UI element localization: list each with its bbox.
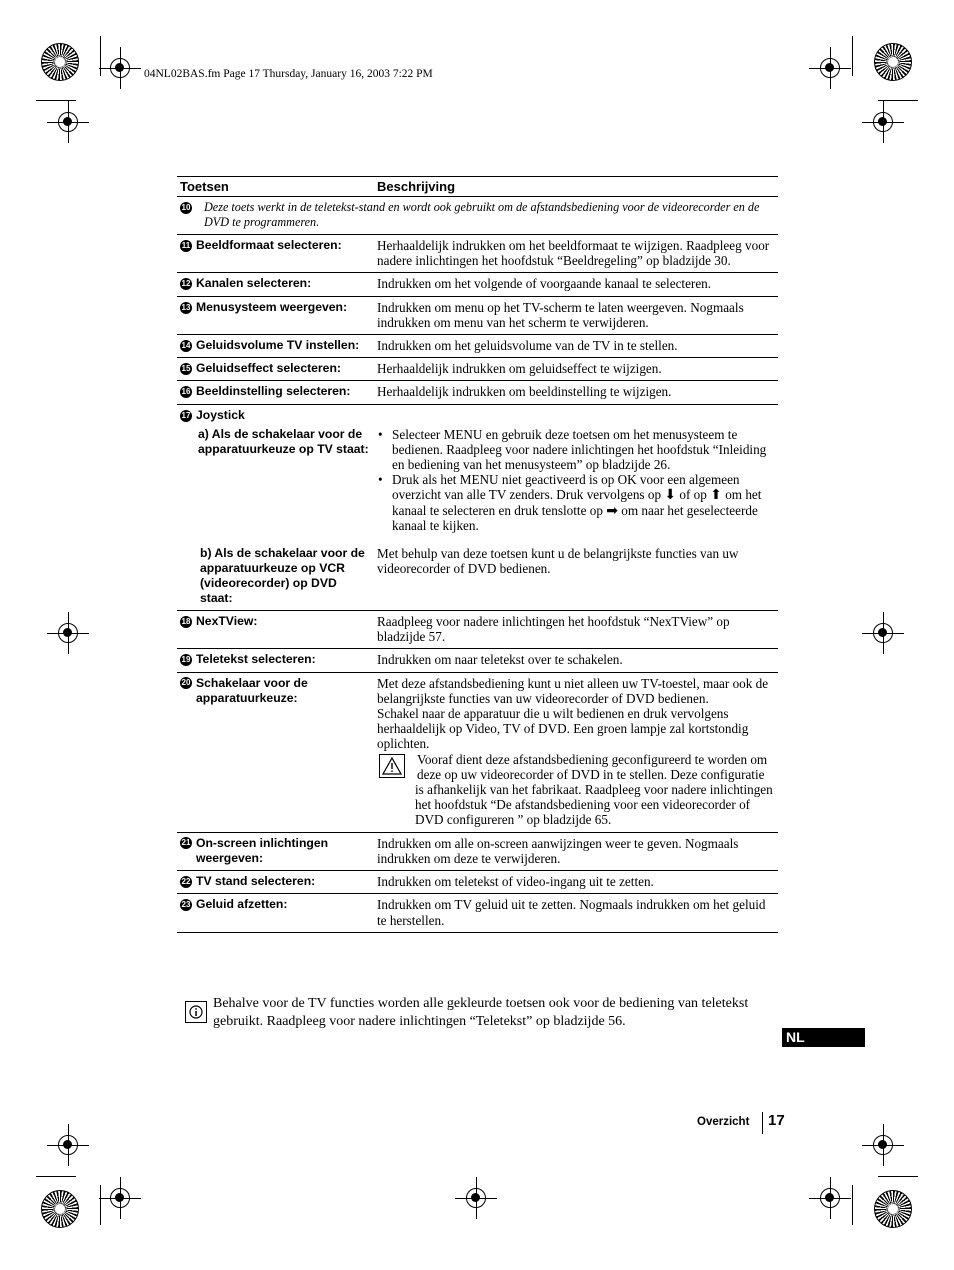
table-row [177, 894, 778, 932]
callout-number: 22 [181, 877, 191, 887]
registration-wheel-bottom-right [874, 1190, 912, 1228]
key-description: Indrukken om het geluidsvolume van de TV in te stellen. [374, 335, 778, 358]
crosshair-mark [820, 1188, 840, 1208]
key-description: Indrukken om het volgende of voorgaande kanaal te selecteren. [374, 273, 778, 296]
bullet-text: Druk als het MENU niet geactiveerd is op OK voor een algemeen overzicht van alle TV zenders. Druk vervolgens op [392, 472, 740, 503]
list-item: • Selecteer MENU en gebruik deze toetsen om het menusysteem te bedienen. Raadpleeg voor nadere inlichtingen het hoofdstuk “Inleiding en bediening van het menusysteem” op bladzijde 26. [392, 427, 776, 473]
info-icon [185, 1001, 207, 1023]
key-description: Herhaaldelijk indrukken om geluidseffect te wijzigen. [374, 358, 778, 381]
callout-number: 18 [181, 617, 191, 627]
callout-number: 12 [181, 279, 191, 289]
info-note: Behalve voor de TV functies worden alle gekleurde toetsen ook voor de bediening van teletekst gebruikt. Raadpleeg voor nadere inlichtingen “Teletekst” op bladzijde 56. [213, 996, 749, 1029]
table-row [177, 235, 778, 273]
key-label: Beeldinstelling selecteren: [196, 384, 351, 399]
callout-number: 17 [181, 410, 191, 420]
warning-text: Vooraf dient deze afstandsbediening geconfigureerd te worden om deze op uw videorecorder of DVD in te stellen. Deze configuratie is afhankelijk van het fabrikaat. Raadpleeg voor nadere inlichtingen het hoofdstuk “De afstandsbediening voor een videorecorder of DVD configureren ” op bladzijde 65. [415, 751, 773, 828]
crop-line [100, 1185, 101, 1225]
table-header-row [177, 177, 778, 197]
key-description: Indrukken om alle on-screen aanwijzingen weer te geven. Nogmaals indrukken om deze te verwijderen. [374, 832, 778, 870]
list-item [392, 472, 776, 533]
callout-number: 23 [181, 900, 191, 910]
language-tab: NL [782, 1028, 865, 1047]
crop-line [36, 100, 76, 101]
table-row [177, 197, 778, 235]
key-label: Schakelaar voor de apparatuurkeuze: [196, 675, 308, 705]
table-row [177, 404, 778, 425]
warning-icon [379, 754, 405, 778]
bullet-list [377, 427, 776, 533]
warning-block [377, 752, 776, 828]
key-label: Kanalen selecteren: [196, 276, 312, 291]
callout-number: 20 [181, 677, 191, 687]
footer-section-title: Overzicht [697, 1116, 750, 1128]
table-row [177, 335, 778, 358]
key-description-table [177, 176, 778, 933]
callout-number: 21 [181, 837, 191, 847]
registration-wheel-top-left [41, 43, 79, 81]
key-label: Geluidseffect selecteren: [196, 361, 341, 376]
arrow-right-icon: ➡ [606, 502, 618, 519]
crosshair-mark [58, 112, 78, 132]
key-label: Joystick [196, 407, 245, 422]
crosshair-mark [58, 623, 78, 643]
table-row [177, 672, 778, 832]
column-header-keys: Toetsen [177, 177, 374, 197]
crosshair-mark [466, 1188, 486, 1208]
key-description: Herhaaldelijk indrukken om beeldinstelling te wijzigen. [374, 381, 778, 404]
crosshair-mark [873, 112, 893, 132]
registration-wheel-bottom-left [41, 1190, 79, 1228]
crosshair-mark [110, 58, 130, 78]
table-row [177, 611, 778, 649]
crop-line [852, 36, 853, 76]
callout-number: 19 [181, 655, 191, 665]
table-row [177, 543, 778, 611]
bullet-text: of op [679, 487, 707, 503]
table-row [177, 296, 778, 334]
crop-line [36, 1176, 76, 1177]
key-label: On-screen inlichtingen weergeven: [196, 835, 329, 865]
key-description: Herhaaldelijk indrukken om het beeldformaat te wijzigen. Raadpleeg voor nadere inlichtingen het hoofdstuk “Beeldregeling” op bladzijde 30. [374, 235, 778, 273]
table-row [177, 425, 778, 543]
row-note-text: Deze toets werkt in de teletekst-stand en wordt ook gebruikt om de afstandsbediening voor de videorecorder en de DVD te programmeren. [204, 200, 760, 229]
callout-number: 11 [181, 241, 191, 250]
callout-number: 16 [181, 387, 191, 397]
key-description: Indrukken om menu op het TV-scherm te laten weergeven. Nogmaals indrukken om menu van het scherm te verwijderen. [374, 296, 778, 334]
bullet-text: om naar het geselecteerde kanaal te kijken. [392, 502, 758, 533]
page-number: 17 [768, 1112, 785, 1129]
print-header: 04NL02BAS.fm Page 17 Thursday, January 16, 2003 7:22 PM [144, 68, 433, 80]
registration-wheel-top-right [874, 43, 912, 81]
key-label: Teletekst selecteren: [196, 652, 316, 667]
crop-line [852, 1185, 853, 1225]
arrow-up-icon: ⬆ [710, 487, 722, 504]
crosshair-mark [873, 623, 893, 643]
crosshair-mark [110, 1188, 130, 1208]
table-row [177, 871, 778, 894]
callout-number: 13 [181, 302, 191, 312]
crosshair-mark [58, 1135, 78, 1155]
crop-line [100, 36, 101, 76]
crosshair-mark [820, 58, 840, 78]
callout-number: 10 [181, 203, 191, 212]
callout-number: 15 [181, 364, 191, 374]
table-row [177, 381, 778, 404]
crosshair-mark [873, 1135, 893, 1155]
key-label: Beeldformaat selecteren: [196, 238, 342, 252]
crop-line [878, 100, 918, 101]
table-row [177, 273, 778, 296]
key-label: Geluid afzetten: [196, 897, 288, 912]
footer-divider [762, 1112, 763, 1134]
table-row [177, 649, 778, 672]
key-description: Indrukken om teletekst of video-ingang uit te zetten. [374, 871, 778, 894]
key-sublabel: a) Als de schakelaar voor de apparatuurkeuze op TV staat: [198, 426, 369, 456]
arrow-down-icon: ⬇ [664, 487, 677, 504]
key-sublabel: b) Als de schakelaar voor de apparatuurkeuze op VCR (videorecorder) op DVD staat: [200, 546, 365, 606]
column-header-description: Beschrijving [374, 177, 778, 197]
key-description: Raadpleeg voor nadere inlichtingen het hoofdstuk “NexTView” op bladzijde 57. [374, 611, 778, 649]
key-description: Schakel naar de apparatuur die u wilt bedienen en druk vervolgens herhaaldelijk op Video, TV of DVD. Een groen lampje zal kortstondig oplichten. [377, 706, 749, 752]
key-description: Met deze afstandsbediening kunt u niet alleen uw TV-toestel, maar ook de belangrijkste functies van uw videorecorder of DVD bedienen. [377, 675, 769, 706]
key-label: Menusysteem weergeven: [196, 299, 348, 314]
crop-line [878, 1176, 918, 1177]
key-label: TV stand selecteren: [196, 874, 316, 889]
key-label: NexTView: [196, 614, 258, 629]
callout-number: 14 [181, 341, 191, 351]
key-description: Met behulp van deze toetsen kunt u de belangrijkste functies van uw videorecorder of DVD bedienen. [374, 543, 778, 611]
table-row [177, 358, 778, 381]
bullet-text: om het kanaal te selecteren en druk tenslotte op [392, 487, 762, 518]
key-description: Indrukken om TV geluid uit te zetten. Nogmaals indrukken om het geluid te herstellen. [374, 894, 778, 932]
table-row [177, 832, 778, 870]
key-description: Indrukken om naar teletekst over te schakelen. [374, 649, 778, 672]
key-label: Geluidsvolume TV instellen: [196, 338, 360, 353]
